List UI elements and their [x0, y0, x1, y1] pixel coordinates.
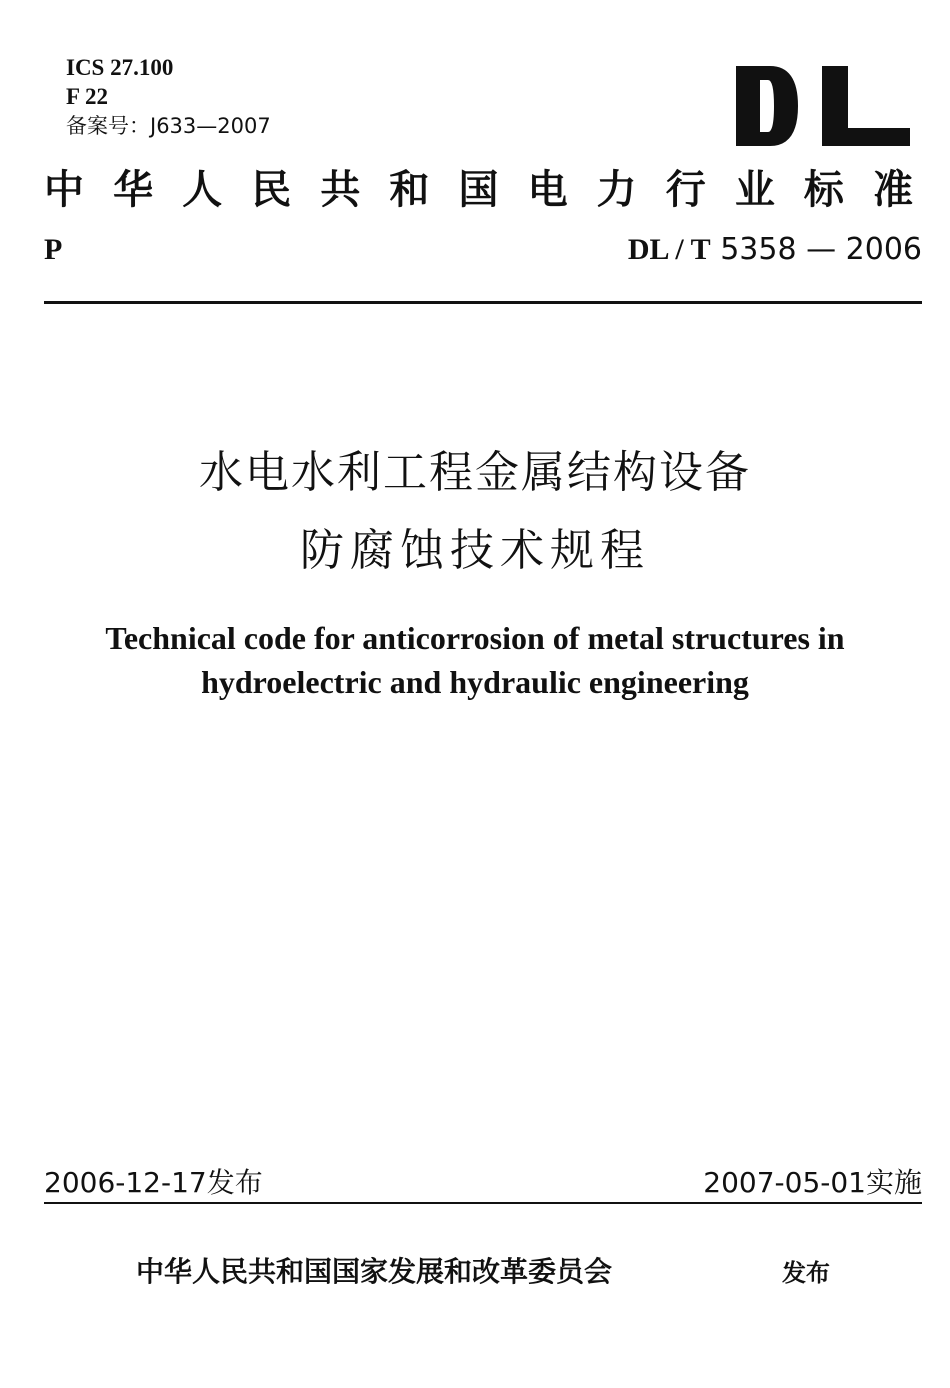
title-en-line1: Technical code for anticorrosion of metal structures in — [105, 620, 845, 656]
standard-code-prefix: DL / T — [627, 233, 711, 266]
publish-label: 发布 — [782, 1258, 830, 1287]
issue-date: 2006-12-17发布 — [44, 1166, 263, 1199]
industry-standard-title: 中华人民共和国电力行业标准 — [44, 166, 922, 213]
ics-code: ICS 27.100 — [66, 55, 174, 80]
category-letter: P — [44, 233, 63, 266]
publisher-name: 中华人民共和国国家发展和改革委员会 — [136, 1255, 613, 1288]
standard-code-number: 5358 — 2006 — [720, 232, 922, 267]
dl-logo — [736, 66, 910, 146]
bottom-divider — [44, 1202, 922, 1204]
title-cn-line1: 水电水利工程金属结构设备 — [199, 447, 751, 498]
effective-date: 2007-05-01实施 — [703, 1166, 922, 1199]
top-divider — [44, 301, 922, 304]
title-cn-line2: 防腐蚀技术规程 — [300, 525, 650, 576]
ccs-code: F 22 — [66, 84, 108, 109]
record-number: 备案号：J633—2007 — [66, 114, 271, 138]
title-en-line2: hydroelectric and hydraulic engineering — [201, 664, 749, 700]
standard-number — [628, 232, 922, 268]
